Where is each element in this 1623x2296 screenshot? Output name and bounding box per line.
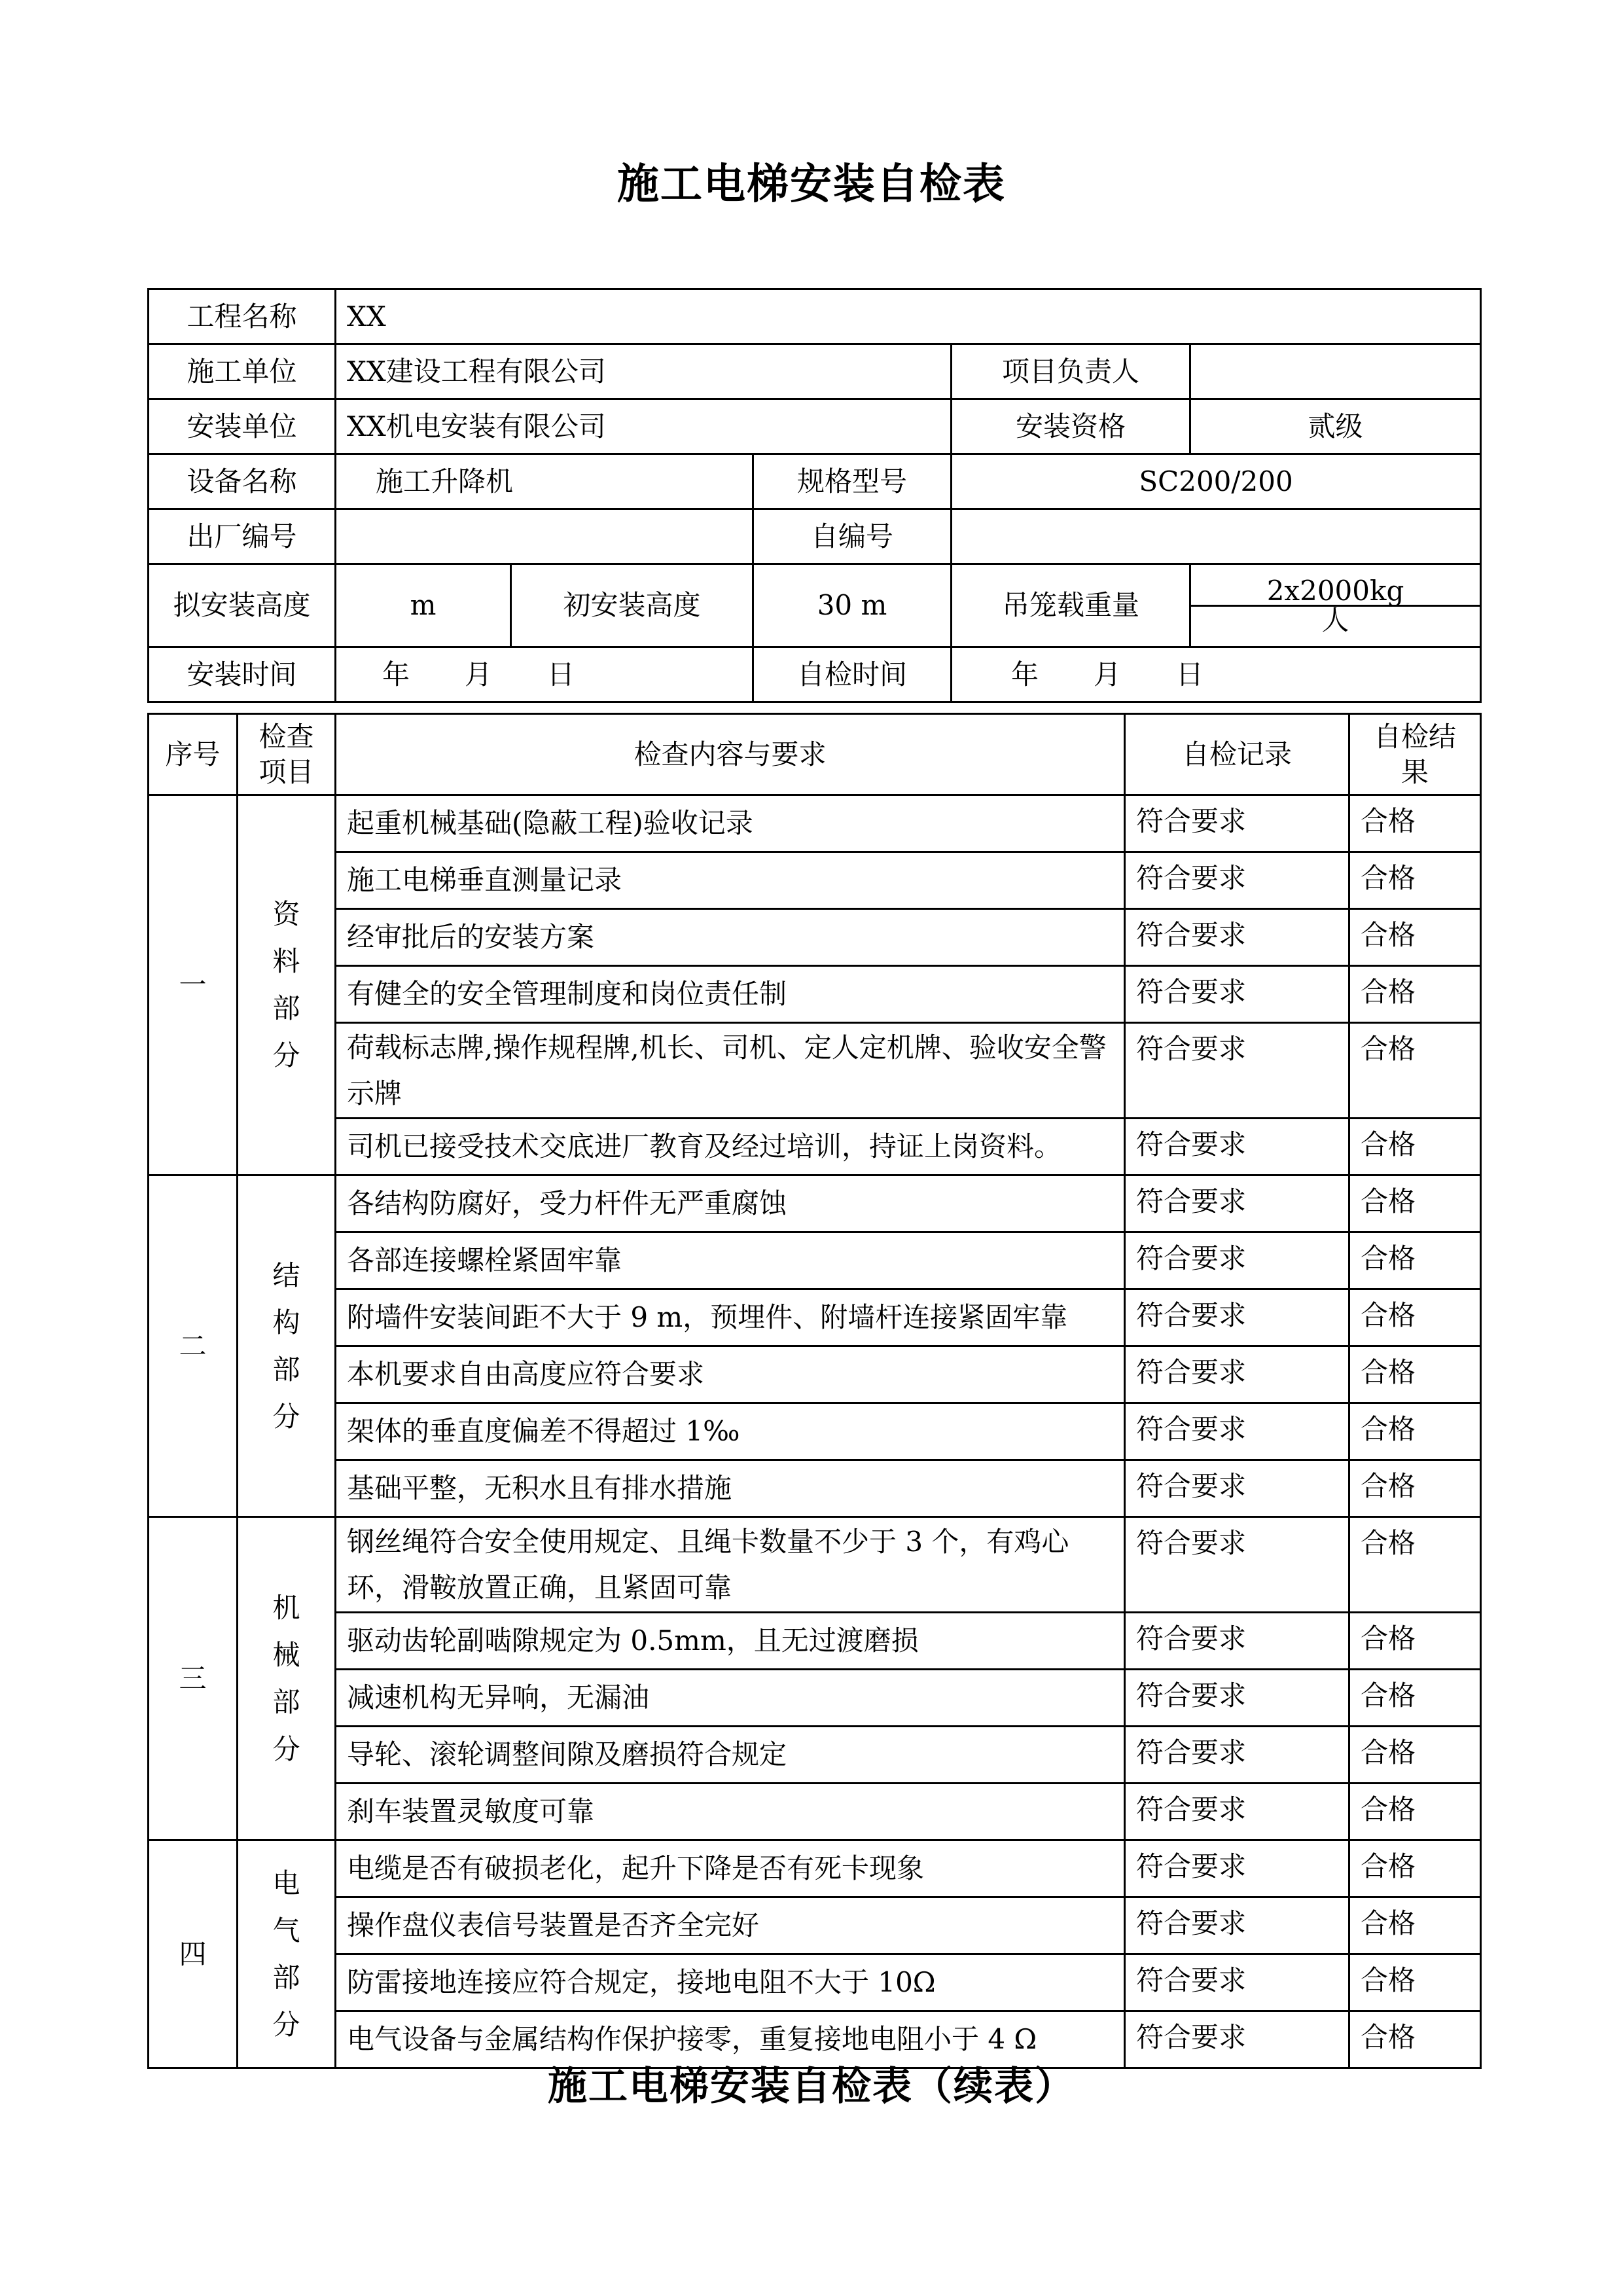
check-content: 本机要求自由高度应符合要求 xyxy=(336,1346,1125,1403)
section-no: 一 xyxy=(149,795,238,1175)
check-record: 符合要求 xyxy=(1125,1119,1349,1175)
check-content: 施工电梯垂直测量记录 xyxy=(336,852,1125,909)
section-name-char: 分 xyxy=(272,2008,300,2041)
check-record: 符合要求 xyxy=(1125,1346,1349,1403)
check-content: 经审批后的安装方案 xyxy=(336,909,1125,966)
check-result: 合格 xyxy=(1349,1954,1481,2011)
check-content: 刹车装置灵敏度可靠 xyxy=(336,1784,1125,1840)
check-result: 合格 xyxy=(1349,1346,1481,1403)
check-result: 合格 xyxy=(1349,2011,1481,2068)
check-record: 符合要求 xyxy=(1125,1670,1349,1727)
equipment-name-label: 设备名称 xyxy=(149,454,336,509)
section-name xyxy=(238,1175,336,1517)
check-result: 合格 xyxy=(1349,1232,1481,1289)
check-time-label: 自检时间 xyxy=(753,647,952,702)
installation-unit-value: XX机电安装有限公司 xyxy=(336,399,952,454)
check-record: 符合要求 xyxy=(1125,1460,1349,1517)
qualification-value: 贰级 xyxy=(1190,399,1481,454)
installation-unit-label: 安装单位 xyxy=(149,399,336,454)
section-name-char: 料 xyxy=(272,945,300,977)
section-name-char: 械 xyxy=(272,1638,300,1671)
check-result: 合格 xyxy=(1349,966,1481,1023)
check-result: 合格 xyxy=(1349,852,1481,909)
check-record: 符合要求 xyxy=(1125,1175,1349,1232)
check-content: 操作盘仪表信号装置是否齐全完好 xyxy=(336,1897,1125,1954)
check-content: 附墙件安装间距不大于 9 m，预埋件、附墙杆连接紧固牢靠 xyxy=(336,1289,1125,1346)
check-record: 符合要求 xyxy=(1125,795,1349,852)
section-name-char: 资 xyxy=(272,898,300,930)
check-content: 钢丝绳符合安全使用规定、且绳卡数量不少于 3 个，有鸡心环，滑鞍放置正确，且紧固可靠 xyxy=(336,1517,1125,1613)
check-record: 符合要求 xyxy=(1125,1613,1349,1670)
check-result: 合格 xyxy=(1349,1613,1481,1670)
initial-height-value: 30 m xyxy=(753,564,952,647)
check-result: 合格 xyxy=(1349,1289,1481,1346)
section-name-char: 气 xyxy=(272,1914,300,1946)
section-name-char: 分 xyxy=(272,1039,300,1071)
check-content: 起重机械基础(隐蔽工程)验收记录 xyxy=(336,795,1125,852)
check-table xyxy=(147,713,1482,2069)
equipment-name-value: 施工升降机 xyxy=(336,454,753,509)
page-title: 施工电梯安装自检表 xyxy=(617,160,1006,209)
section-name-char: 部 xyxy=(272,1961,300,1994)
check-record: 符合要求 xyxy=(1125,909,1349,966)
planned-height-label: 拟安装高度 xyxy=(149,564,336,647)
section-name-char: 部 xyxy=(272,992,300,1024)
check-record: 符合要求 xyxy=(1125,1403,1349,1460)
check-record: 符合要求 xyxy=(1125,1840,1349,1897)
construction-unit-value: XX建设工程有限公司 xyxy=(336,344,952,399)
section-no: 二 xyxy=(149,1175,238,1517)
check-result: 合格 xyxy=(1349,909,1481,966)
section-name xyxy=(238,1840,336,2068)
check-record: 符合要求 xyxy=(1125,1023,1349,1119)
project-name-value: XX xyxy=(336,289,1481,344)
check-result: 合格 xyxy=(1349,1840,1481,1897)
section-no: 三 xyxy=(149,1517,238,1840)
section-name-char: 部 xyxy=(272,1353,300,1386)
check-record: 符合要求 xyxy=(1125,1232,1349,1289)
construction-unit-label: 施工单位 xyxy=(149,344,336,399)
check-content: 电气设备与金属结构作保护接零，重复接地电阻小于 4 Ω xyxy=(336,2011,1125,2068)
factory-no-value xyxy=(336,509,753,564)
section-name-char: 结 xyxy=(272,1259,300,1291)
check-result: 合格 xyxy=(1349,795,1481,852)
check-record: 符合要求 xyxy=(1125,1784,1349,1840)
check-result: 合格 xyxy=(1349,1119,1481,1175)
model-value: SC200/200 xyxy=(952,454,1481,509)
check-content: 司机已接受技术交底进厂教育及经过培训，持证上岗资料。 xyxy=(336,1119,1125,1175)
header-result: 自检结果 xyxy=(1349,714,1481,795)
qualification-label: 安装资格 xyxy=(952,399,1190,454)
self-no-value xyxy=(952,509,1481,564)
check-result: 合格 xyxy=(1349,1670,1481,1727)
check-record: 符合要求 xyxy=(1125,966,1349,1023)
check-result: 合格 xyxy=(1349,1175,1481,1232)
section-name-char: 分 xyxy=(272,1400,300,1433)
check-content: 各结构防腐好，受力杆件无严重腐蚀 xyxy=(336,1175,1125,1232)
self-no-label: 自编号 xyxy=(753,509,952,564)
check-content: 各部连接螺栓紧固牢靠 xyxy=(336,1232,1125,1289)
section-name xyxy=(238,795,336,1175)
install-time-label: 安装时间 xyxy=(149,647,336,702)
section-no: 四 xyxy=(149,1840,238,2068)
check-record: 符合要求 xyxy=(1125,1289,1349,1346)
check-content: 防雷接地连接应符合规定，接地电阻不大于 10Ω xyxy=(336,1954,1125,2011)
continuation-title: 施工电梯安装自检表（续表） xyxy=(548,2064,1075,2109)
check-result: 合格 xyxy=(1349,1517,1481,1613)
check-time-value: 年 月 日 xyxy=(952,647,1481,702)
cage-persons-value: 人 xyxy=(1321,603,1349,636)
section-name-char: 构 xyxy=(272,1306,300,1338)
check-content: 电缆是否有破损老化，起升下降是否有死卡现象 xyxy=(336,1840,1125,1897)
project-manager-value xyxy=(1190,344,1481,399)
check-content: 导轮、滚轮调整间隙及磨损符合规定 xyxy=(336,1727,1125,1784)
check-result: 合格 xyxy=(1349,1784,1481,1840)
header-content: 检查内容与要求 xyxy=(336,714,1125,795)
check-result: 合格 xyxy=(1349,1403,1481,1460)
header-item: 检查项目 xyxy=(238,714,336,795)
factory-no-label: 出厂编号 xyxy=(149,509,336,564)
check-result: 合格 xyxy=(1349,1727,1481,1784)
section-name-char: 分 xyxy=(272,1732,300,1765)
model-label: 规格型号 xyxy=(753,454,952,509)
section-name xyxy=(238,1517,336,1840)
check-content: 架体的垂直度偏差不得超过 1‰ xyxy=(336,1403,1125,1460)
cage-load-label: 吊笼载重量 xyxy=(952,564,1190,647)
check-content: 减速机构无异响，无漏油 xyxy=(336,1670,1125,1727)
planned-height-value: m xyxy=(336,564,511,647)
check-result: 合格 xyxy=(1349,1460,1481,1517)
info-table xyxy=(147,288,1482,703)
check-record: 符合要求 xyxy=(1125,1897,1349,1954)
install-time-value: 年 月 日 xyxy=(336,647,753,702)
check-record: 符合要求 xyxy=(1125,2011,1349,2068)
section-name-char: 机 xyxy=(272,1591,300,1624)
check-content: 有健全的安全管理制度和岗位责任制 xyxy=(336,966,1125,1023)
header-seq: 序号 xyxy=(149,714,238,795)
cage-load-cell xyxy=(1190,564,1481,647)
check-record: 符合要求 xyxy=(1125,852,1349,909)
check-content: 基础平整，无积水且有排水措施 xyxy=(336,1460,1125,1517)
check-content: 荷载标志牌,操作规程牌,机长、司机、定人定机牌、验收安全警示牌 xyxy=(336,1023,1125,1119)
check-record: 符合要求 xyxy=(1125,1954,1349,2011)
project-manager-label: 项目负责人 xyxy=(952,344,1190,399)
cage-load-value: 2x2000kg xyxy=(1191,577,1480,607)
header-record: 自检记录 xyxy=(1125,714,1349,795)
check-record: 符合要求 xyxy=(1125,1517,1349,1613)
section-name-char: 部 xyxy=(272,1685,300,1718)
check-result: 合格 xyxy=(1349,1023,1481,1119)
project-name-label: 工程名称 xyxy=(149,289,336,344)
section-name-char: 电 xyxy=(272,1867,300,1899)
initial-height-label: 初安装高度 xyxy=(511,564,753,647)
check-content: 驱动齿轮副啮隙规定为 0.5mm，且无过渡磨损 xyxy=(336,1613,1125,1670)
check-result: 合格 xyxy=(1349,1897,1481,1954)
check-record: 符合要求 xyxy=(1125,1727,1349,1784)
